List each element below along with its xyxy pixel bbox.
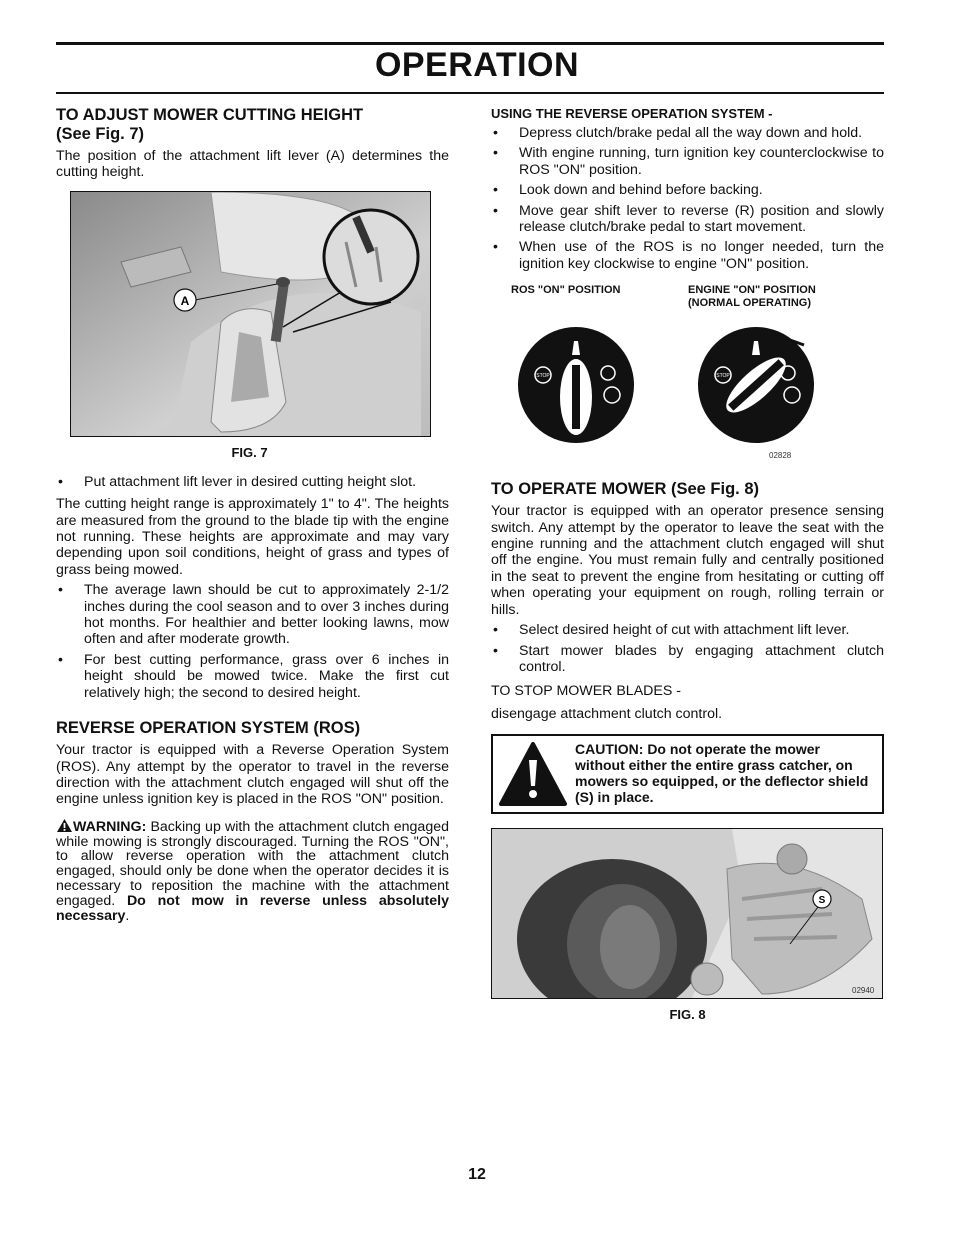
caution-triangle-icon <box>497 738 569 810</box>
mowing-tips-list <box>56 582 449 701</box>
put-lever-list <box>56 474 449 490</box>
top-rule <box>56 42 884 45</box>
fig8-callout-s: S <box>818 895 826 907</box>
engine-on-label: ENGINE "ON" POSITION (NORMAL OPERATING) <box>688 284 816 310</box>
fig7-caption: FIG. 7 <box>231 444 268 460</box>
left-column <box>56 106 449 927</box>
deflector-shield-illustration <box>492 829 882 998</box>
svg-text:STOP: STOP <box>716 373 730 380</box>
warning-text: Backing up with the attachment clutch engaged while mowing is strongly discouraged. Turning the ROS "ON", to allow reverse operation with the attachment clutch engaged, should only be done when the operator decides it is necessary to reposition the machine with the attachment engaged. <box>56 818 449 909</box>
fig7-callout-a: A <box>180 293 190 308</box>
fig8-image <box>491 828 883 999</box>
fig7-image <box>70 191 431 437</box>
using-ros-list <box>491 125 884 272</box>
list-item: • Move gear shift lever to reverse (R) position and slowly release clutch/brake pedal to start movement. <box>491 203 884 236</box>
ignition-switch-icons <box>491 310 884 470</box>
height-range-paragraph: The cutting height range is approximately 1" to 4". The heights are measured from the ground to the blade tip with the engine not running. These heights are approximate and may vary depending upon soil conditions, height of grass and types of grass being mowed. <box>56 496 449 578</box>
adjust-height-heading: TO ADJUST MOWER CUTTING HEIGHT (See Fig. 7) <box>56 106 364 143</box>
caution-text: CAUTION: Do not operate the mower without either the entire grass catcher, on mowers so equipped, or the deflector shield (S) in place. <box>575 741 869 806</box>
stop-label: STOP <box>536 373 550 380</box>
list-item: • Select desired height of cut with attachment lift lever. <box>491 622 884 638</box>
key-figure-code: 02828 <box>769 451 792 461</box>
warning-paragraph: WARNING: Backing up with the attachment clutch engaged while mowing is strongly discouraged. Turning the ROS "ON", to allow reverse operation with the attachment clutch engaged, should only be done when the operator decides it is necessary to reposition the machine with the attachment engaged. Do not mow in reverse unless absolutely necessary. <box>56 818 449 924</box>
list-item: • Look down and behind before backing. <box>491 182 884 198</box>
using-ros-heading: USING THE REVERSE OPERATION SYSTEM - <box>491 106 773 121</box>
list-item: • Depress clutch/brake pedal all the way down and hold. <box>491 125 884 141</box>
list-item: • With engine running, turn ignition key counterclockwise to ROS "ON" position. <box>491 145 884 178</box>
operate-mower-paragraph: Your tractor is equipped with an operator presence sensing switch. Any attempt by the operator to leave the seat with the engine running and the attachment clutch engaged will shut off the engine. You must remain fully and centrally positioned in the seat to prevent the engine from hesitating or cutting off when operating your equipment on rough, rolling terrain or hills. <box>491 503 884 618</box>
list-item: • The average lawn should be cut to approximately 2-1/2 inches during the cool season and to over 3 inches during hot months. For healthier and better looking lawns, mow often and after moderate growth. <box>56 582 449 648</box>
list-item: • For best cutting performance, grass over 6 inches in height should be mowed twice. Make the first cut relatively high; the second to desired height. <box>56 652 449 701</box>
ros-heading: REVERSE OPERATION SYSTEM (ROS) <box>56 719 361 738</box>
right-column <box>491 106 884 1036</box>
list-item: • Start mower blades by engaging attachment clutch control. <box>491 643 884 676</box>
adjust-height-intro: The position of the attachment lift lever (A) determines the cutting height. <box>56 148 449 181</box>
ignition-key-figure <box>491 282 884 472</box>
warning-bold-text: Do not mow in reverse unless absolutely necessary <box>56 892 449 924</box>
stop-blades-heading: TO STOP MOWER BLADES - <box>491 683 681 700</box>
page-number: 12 <box>468 1166 486 1183</box>
engine-key-switch <box>698 327 814 443</box>
ros-on-label: ROS "ON" POSITION <box>511 284 621 297</box>
warning-triangle-icon <box>56 818 73 833</box>
stop-blades-text: disengage attachment clutch control. <box>491 705 723 722</box>
title-underline <box>56 92 884 94</box>
ros-paragraph: Your tractor is equipped with a Reverse Operation System (ROS). Any attempt by the operator to travel in the reverse direction with the attachment clutch engaged will shut off the engine unless ignition key is placed in the ROS "ON" position. <box>56 742 449 808</box>
lift-lever-illustration <box>71 192 430 436</box>
caution-box <box>491 734 884 814</box>
operate-mower-list <box>491 622 884 675</box>
list-item: • Put attachment lift lever in desired cutting height slot. <box>56 474 449 490</box>
ros-key-switch <box>518 327 634 443</box>
fig8-code: 02940 <box>852 986 875 996</box>
page-title: OPERATION <box>374 46 580 84</box>
warning-label: WARNING: <box>73 818 147 835</box>
operate-mower-heading: TO OPERATE MOWER (See Fig. 8) <box>491 480 759 499</box>
fig8-caption: FIG. 8 <box>669 1007 706 1023</box>
list-item: • When use of the ROS is no longer needed, turn the ignition key clockwise to engine "ON" position. <box>491 239 884 272</box>
